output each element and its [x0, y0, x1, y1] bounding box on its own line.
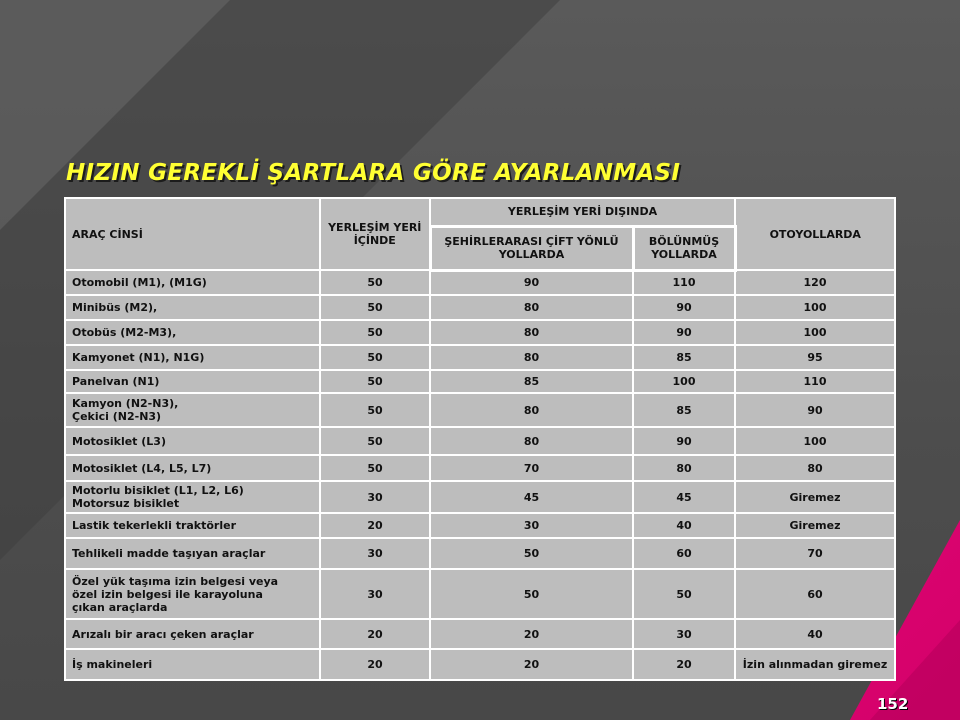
table-body	[65, 270, 895, 680]
vehicle-type-cell: Tehlikeli madde taşıyan araçlar	[65, 538, 320, 569]
divided-road-cell: 90	[633, 427, 735, 455]
divided-road-cell: 110	[633, 270, 735, 295]
page-number: 152	[877, 695, 909, 713]
vehicle-type-cell: Minibüs (M2),	[65, 295, 320, 320]
vehicle-type-cell: Otomobil (M1), (M1G)	[65, 270, 320, 295]
inside-settlement-cell: 50	[320, 270, 430, 295]
table-row	[65, 393, 895, 427]
inside-settlement-cell: 20	[320, 619, 430, 649]
intercity-cell: 45	[430, 481, 633, 513]
table-row	[65, 569, 895, 619]
header-intercity-two-way: ŞEHİRLERARASI ÇİFT YÖNLÜ YOLLARDA	[430, 226, 633, 270]
highway-cell: 100	[735, 295, 895, 320]
highway-cell: 95	[735, 345, 895, 370]
highway-cell: 70	[735, 538, 895, 569]
intercity-cell: 50	[430, 569, 633, 619]
table-row	[65, 295, 895, 320]
header-outside-settlement: YERLEŞİM YERİ DIŞINDA	[430, 198, 735, 226]
intercity-cell: 80	[430, 393, 633, 427]
divided-road-cell: 100	[633, 370, 735, 393]
table-row	[65, 538, 895, 569]
vehicle-type-cell: Panelvan (N1)	[65, 370, 320, 393]
slide-title: HIZIN GEREKLİ ŞARTLARA GÖRE AYARLANMASI	[66, 160, 681, 186]
header-inside-settlement: YERLEŞİM YERİ İÇİNDE	[320, 198, 430, 270]
table-row	[65, 427, 895, 455]
speed-limit-table	[64, 197, 896, 681]
highway-cell: 40	[735, 619, 895, 649]
divided-road-cell: 30	[633, 619, 735, 649]
divided-road-cell: 85	[633, 345, 735, 370]
divided-road-cell: 60	[633, 538, 735, 569]
header-divided-roads: BÖLÜNMÜŞ YOLLARDA	[633, 226, 735, 270]
inside-settlement-cell: 50	[320, 345, 430, 370]
highway-cell: 100	[735, 427, 895, 455]
inside-settlement-cell: 50	[320, 393, 430, 427]
table-row	[65, 481, 895, 513]
intercity-cell: 80	[430, 320, 633, 345]
header-highway: OTOYOLLARDA	[735, 198, 895, 270]
vehicle-type-cell: Özel yük taşıma izin belgesi veya özel izin belgesi ile karayoluna çıkan araçlarda	[65, 569, 320, 619]
intercity-cell: 80	[430, 427, 633, 455]
intercity-cell: 20	[430, 619, 633, 649]
highway-cell: 100	[735, 320, 895, 345]
highway-cell: 80	[735, 455, 895, 481]
intercity-cell: 90	[430, 270, 633, 295]
vehicle-type-cell: Motorlu bisiklet (L1, L2, L6) Motorsuz bisiklet	[65, 481, 320, 513]
table-row	[65, 455, 895, 481]
inside-settlement-cell: 50	[320, 295, 430, 320]
intercity-cell: 50	[430, 538, 633, 569]
header-vehicle-type: ARAÇ CİNSİ	[65, 198, 320, 270]
table-row	[65, 270, 895, 295]
divided-road-cell: 40	[633, 513, 735, 538]
highway-cell: 60	[735, 569, 895, 619]
intercity-cell: 80	[430, 345, 633, 370]
vehicle-type-cell: Kamyonet (N1), N1G)	[65, 345, 320, 370]
vehicle-type-cell: Motosiklet (L4, L5, L7)	[65, 455, 320, 481]
vehicle-type-cell: Lastik tekerlekli traktörler	[65, 513, 320, 538]
inside-settlement-cell: 20	[320, 513, 430, 538]
inside-settlement-cell: 50	[320, 320, 430, 345]
highway-cell: 120	[735, 270, 895, 295]
vehicle-type-cell: Motosiklet (L3)	[65, 427, 320, 455]
vehicle-type-cell: Arızalı bir aracı çeken araçlar	[65, 619, 320, 649]
divided-road-cell: 20	[633, 649, 735, 680]
vehicle-type-cell: İş makineleri	[65, 649, 320, 680]
intercity-cell: 20	[430, 649, 633, 680]
inside-settlement-cell: 30	[320, 538, 430, 569]
highway-cell: İzin alınmadan giremez	[735, 649, 895, 680]
divided-road-cell: 90	[633, 295, 735, 320]
table-row	[65, 619, 895, 649]
inside-settlement-cell: 20	[320, 649, 430, 680]
table-row	[65, 320, 895, 345]
divided-road-cell: 80	[633, 455, 735, 481]
vehicle-type-cell: Otobüs (M2-M3),	[65, 320, 320, 345]
highway-cell: 110	[735, 370, 895, 393]
table-row	[65, 370, 895, 393]
intercity-cell: 85	[430, 370, 633, 393]
table-row	[65, 513, 895, 538]
table-row	[65, 345, 895, 370]
inside-settlement-cell: 50	[320, 370, 430, 393]
inside-settlement-cell: 50	[320, 427, 430, 455]
inside-settlement-cell: 50	[320, 455, 430, 481]
intercity-cell: 80	[430, 295, 633, 320]
table-row	[65, 649, 895, 680]
inside-settlement-cell: 30	[320, 569, 430, 619]
divided-road-cell: 85	[633, 393, 735, 427]
highway-cell: Giremez	[735, 513, 895, 538]
divided-road-cell: 45	[633, 481, 735, 513]
divided-road-cell: 50	[633, 569, 735, 619]
vehicle-type-cell: Kamyon (N2-N3), Çekici (N2-N3)	[65, 393, 320, 427]
table-header-row	[65, 198, 895, 226]
divided-road-cell: 90	[633, 320, 735, 345]
intercity-cell: 70	[430, 455, 633, 481]
inside-settlement-cell: 30	[320, 481, 430, 513]
highway-cell: Giremez	[735, 481, 895, 513]
intercity-cell: 30	[430, 513, 633, 538]
highway-cell: 90	[735, 393, 895, 427]
